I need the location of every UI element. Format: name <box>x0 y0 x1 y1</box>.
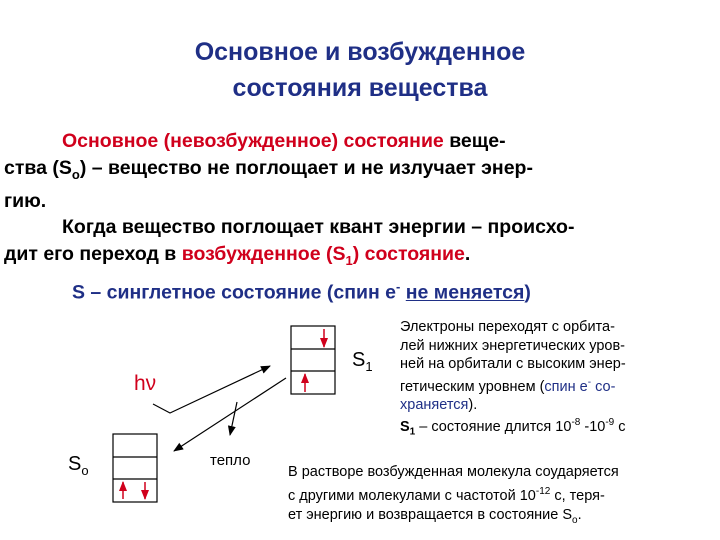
s0-label: $S_o$ <box>68 453 89 478</box>
excited-state-term: возбужденное $(S_1)$ состояние <box>181 242 465 268</box>
singlet-line: S – синглетное состояние (спин е- не меняется) <box>72 279 531 304</box>
absorption-arrow <box>153 366 270 413</box>
heat-label: тепло <box>210 452 251 469</box>
s0-orbital-box <box>113 434 157 502</box>
para2-line2: дит его переход в возбужденное $(S_1)$ состояние. <box>4 242 471 268</box>
s1-label: $S_1$ <box>352 349 373 374</box>
title-line-1: Основное и возбужденное <box>194 38 526 66</box>
solution-collision-note: В растворе возбужденная молекула соударяется с другими молекулами с частотой $10^{-12}$ с, теря- ет энергию и возвращается в состояние $S_o$. <box>288 464 619 526</box>
relaxation-arrow <box>174 378 286 451</box>
hv-label: hν <box>134 372 157 395</box>
para1-line3: гию. <box>4 189 47 212</box>
heat-arrow <box>230 402 237 435</box>
title-line-2: состояния вещества <box>232 74 488 102</box>
not-changing-underlined: не меняется <box>405 281 525 304</box>
para2-line1: Когда вещество поглощает квант энергии – происхо- <box>62 216 575 239</box>
ground-state-term: Основное (невозбужденное) состояние <box>62 130 444 152</box>
s1-orbital-box <box>291 326 335 394</box>
para1-line1: Основное (невозбужденное) состояние веще- <box>62 130 506 152</box>
electron-transition-note: Электроны переходят с орбита- лей нижних энергетических уров- ней на орбитали с высоким энер- гетическим уровнем (спин е- со- храняется). $S_1$ – состояние длится $10^{-8}$ $-10^{-9}$ с <box>400 319 626 439</box>
para1-line2: ства $(S_o)$ – вещество не поглощает и не излучает энер- <box>4 156 533 182</box>
